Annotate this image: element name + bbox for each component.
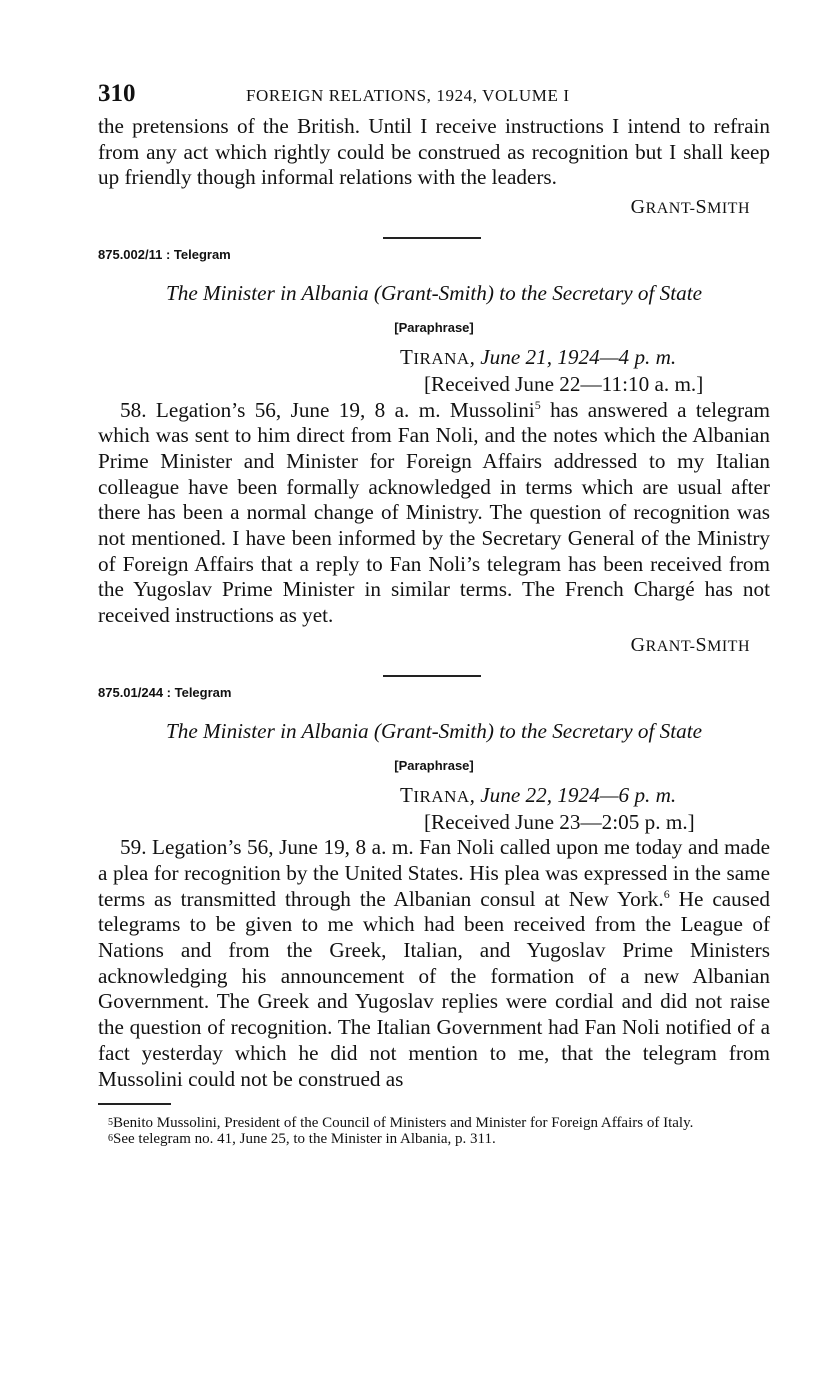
footnote (98, 1116, 770, 1132)
document-heading: The Minister in Albania (Grant-Smith) to the Secretary of State (165, 281, 703, 306)
date: , June 21, 1924—4 p. m. (469, 345, 677, 370)
telegram-body: 59. Legation’s 56, June 19, 8 a. m. Fan Noli called upon me today and made a plea for recognition by the United States. His plea was expressed in the same terms as transmitted through the Albanian consul at New York.$^6$ He caused telegrams to be given to me which had been received from the League of Nations and from the Greek, Italian, and Yugoslav Prime Ministers acknowledging his announcement of the formation of a new Albanian Government. The Greek and Yugoslav replies were cordial and did not raise the question of recognition. The Italian Government had Fan Noli notified of a fact yesterday which he did not mention to me, that the telegram from Mussolini could not be construed as (98, 835, 770, 1091)
document-heading: The Minister in Albania (Grant-Smith) to the Secretary of State (165, 718, 703, 743)
dateline (98, 345, 770, 397)
footnote-reference: 6 (663, 886, 670, 901)
footnote-text: See telegram no. 41, June 25, to the Minister in Albania, p. 311. (113, 1130, 496, 1147)
file-reference: 875.002/11 : Telegram (98, 247, 231, 263)
section-divider (383, 237, 481, 239)
footnote-mark: 5 (108, 1117, 113, 1129)
signature: GRANT-SMITH (630, 633, 750, 656)
document-page (98, 78, 770, 1147)
footnote-mark: 6 (108, 1132, 113, 1144)
paraphrase-label: [Paraphrase] (394, 757, 474, 773)
footnote-text: Benito Mussolini, President of the Council of Ministers and Minister for Foreign Affairs of Italy. (113, 1115, 694, 1132)
running-title: FOREIGN RELATIONS, 1924, VOLUME I (246, 86, 570, 105)
running-head (98, 78, 770, 114)
date: , June 22, 1924—6 p. m. (469, 782, 677, 807)
footnote (98, 1132, 770, 1148)
file-reference: 875.01/244 : Telegram (98, 684, 232, 700)
place: TIRANA (400, 345, 470, 370)
paraphrase-label: [Paraphrase] (394, 320, 474, 336)
continuation-paragraph: the pretensions of the British. Until I receive instructions I intend to refrain from any act which rightly could be construed as recognition but I shall keep up friendly though informal relations with the leaders. (98, 114, 770, 190)
place: TIRANA (400, 782, 470, 807)
footnote-reference: 5 (534, 397, 541, 412)
dateline (98, 783, 770, 835)
footnote-divider (98, 1103, 171, 1105)
footnotes (98, 1116, 770, 1147)
received-line: [Received June 23—2:05 p. m.] (424, 809, 695, 834)
telegram-body: 58. Legation’s 56, June 19, 8 a. m. Mussolini$^5$ has answered a telegram which was sent to him direct from Fan Noli, and the notes which the Albanian Prime Minister and Minister for Foreign Affairs addressed to my Italian colleague have been formally acknowledged in terms which are usual after there has been a normal change of Ministry. The question of recognition was not mentioned. I have been informed by the Secretary General of the Ministry of Foreign Affairs that a reply to Fan Noli’s telegram has been received from the Yugoslav Prime Minister in similar terms. The French Chargé has not received instructions as yet. (98, 397, 771, 628)
section-divider (383, 675, 481, 677)
received-line: [Received June 22—11:10 a. m.] (424, 371, 704, 396)
page-number: 310 (98, 80, 136, 107)
signature: GRANT-SMITH (630, 196, 750, 219)
